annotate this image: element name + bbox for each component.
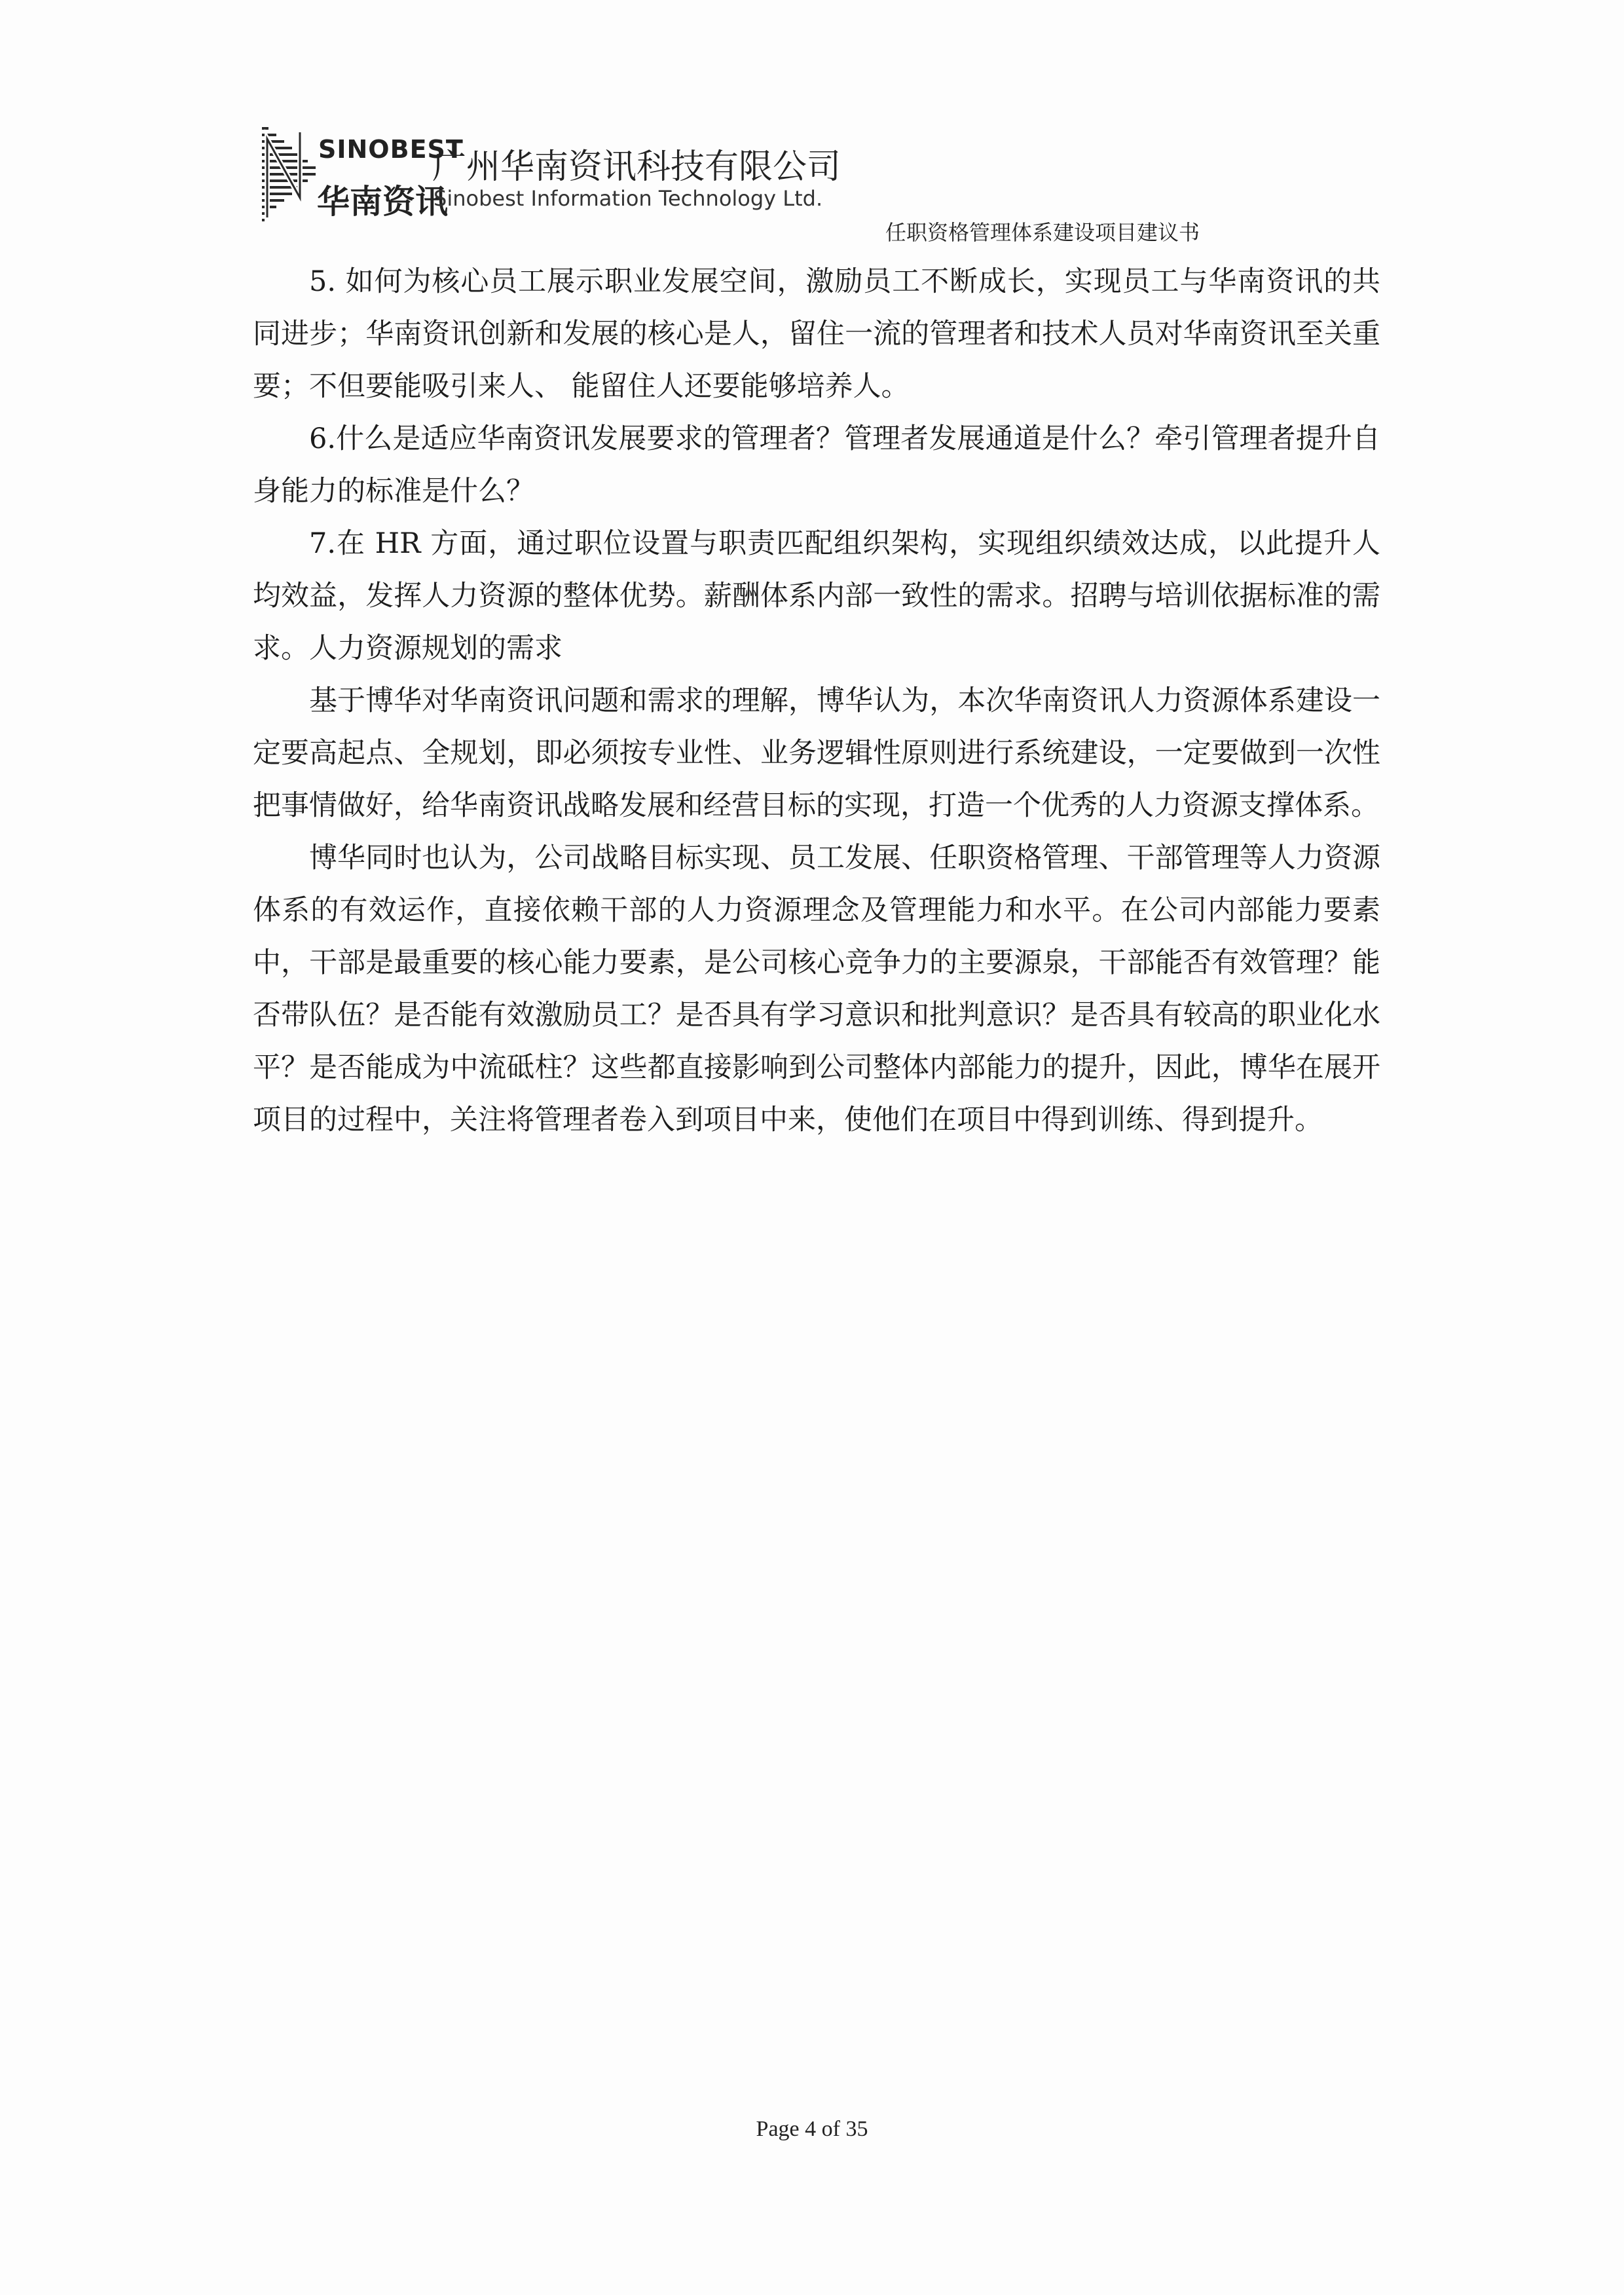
paragraph-item-7: 7.在 HR 方面，通过职位设置与职责匹配组织架构，实现组织绩效达成，以此提升人均效益，发挥人力资源的整体优势。薪酬体系内部一致性的需求。招聘与培训依据标准的需求。人力资源规划的需求	[253, 527, 1380, 665]
body-text	[253, 255, 1380, 1146]
paragraph-cadre-management: 博华同时也认为，公司战略目标实现、员工发展、任职资格管理、干部管理等人力资源体系的有效运作，直接依赖干部的人力资源理念及管理能力和水平。在公司内部能力要素中，干部是最重要的核心能力要素，是公司核心竞争力的主要源泉，干部能否有效管理？能否带队伍？是否能有效激励员工？是否具有学习意识和批判意识？是否具有较高的职业化水平？是否能成为中流砥柱？这些都直接影响到公司整体内部能力的提升，因此，博华在展开项目的过程中，关注将管理者卷入到项目中来，使他们在项目中得到训练、得到提升。	[253, 842, 1380, 1136]
paragraph-item-6: 6.什么是适应华南资讯发展要求的管理者？管理者发展通道是什么？牵引管理者提升自身能力的标准是什么？	[253, 422, 1380, 508]
logo-brand-english: SINOBEST	[318, 135, 464, 164]
logo-brand-chinese: 华南资讯	[317, 183, 448, 221]
company-name-english: Sinobest Information Technology Ltd.	[434, 186, 823, 211]
sinobest-logo-icon	[261, 126, 320, 224]
paragraph-understanding: 基于博华对华南资讯问题和需求的理解，博华认为，本次华南资讯人力资源体系建设一定要高起点、全规划，即必须按专业性、业务逻辑性原则进行系统建设，一定要做到一次性把事情做好，给华南资讯战略发展和经营目标的实现，打造一个优秀的人力资源支撑体系。	[253, 684, 1380, 822]
document-title: 任职资格管理体系建设项目建议书	[885, 220, 1200, 245]
paragraph-item-5: 5. 如何为核心员工展示职业发展空间，激励员工不断成长，实现员工与华南资讯的共同进步；华南资讯创新和发展的核心是人，留住一流的管理者和技术人员对华南资讯至关重要；不但要能吸引来人、 能留住人还要能够培养人。	[253, 265, 1380, 403]
page-number: Page 4 of 35	[756, 2117, 868, 2141]
company-name-chinese: 广州华南资讯科技有限公司	[432, 147, 841, 187]
